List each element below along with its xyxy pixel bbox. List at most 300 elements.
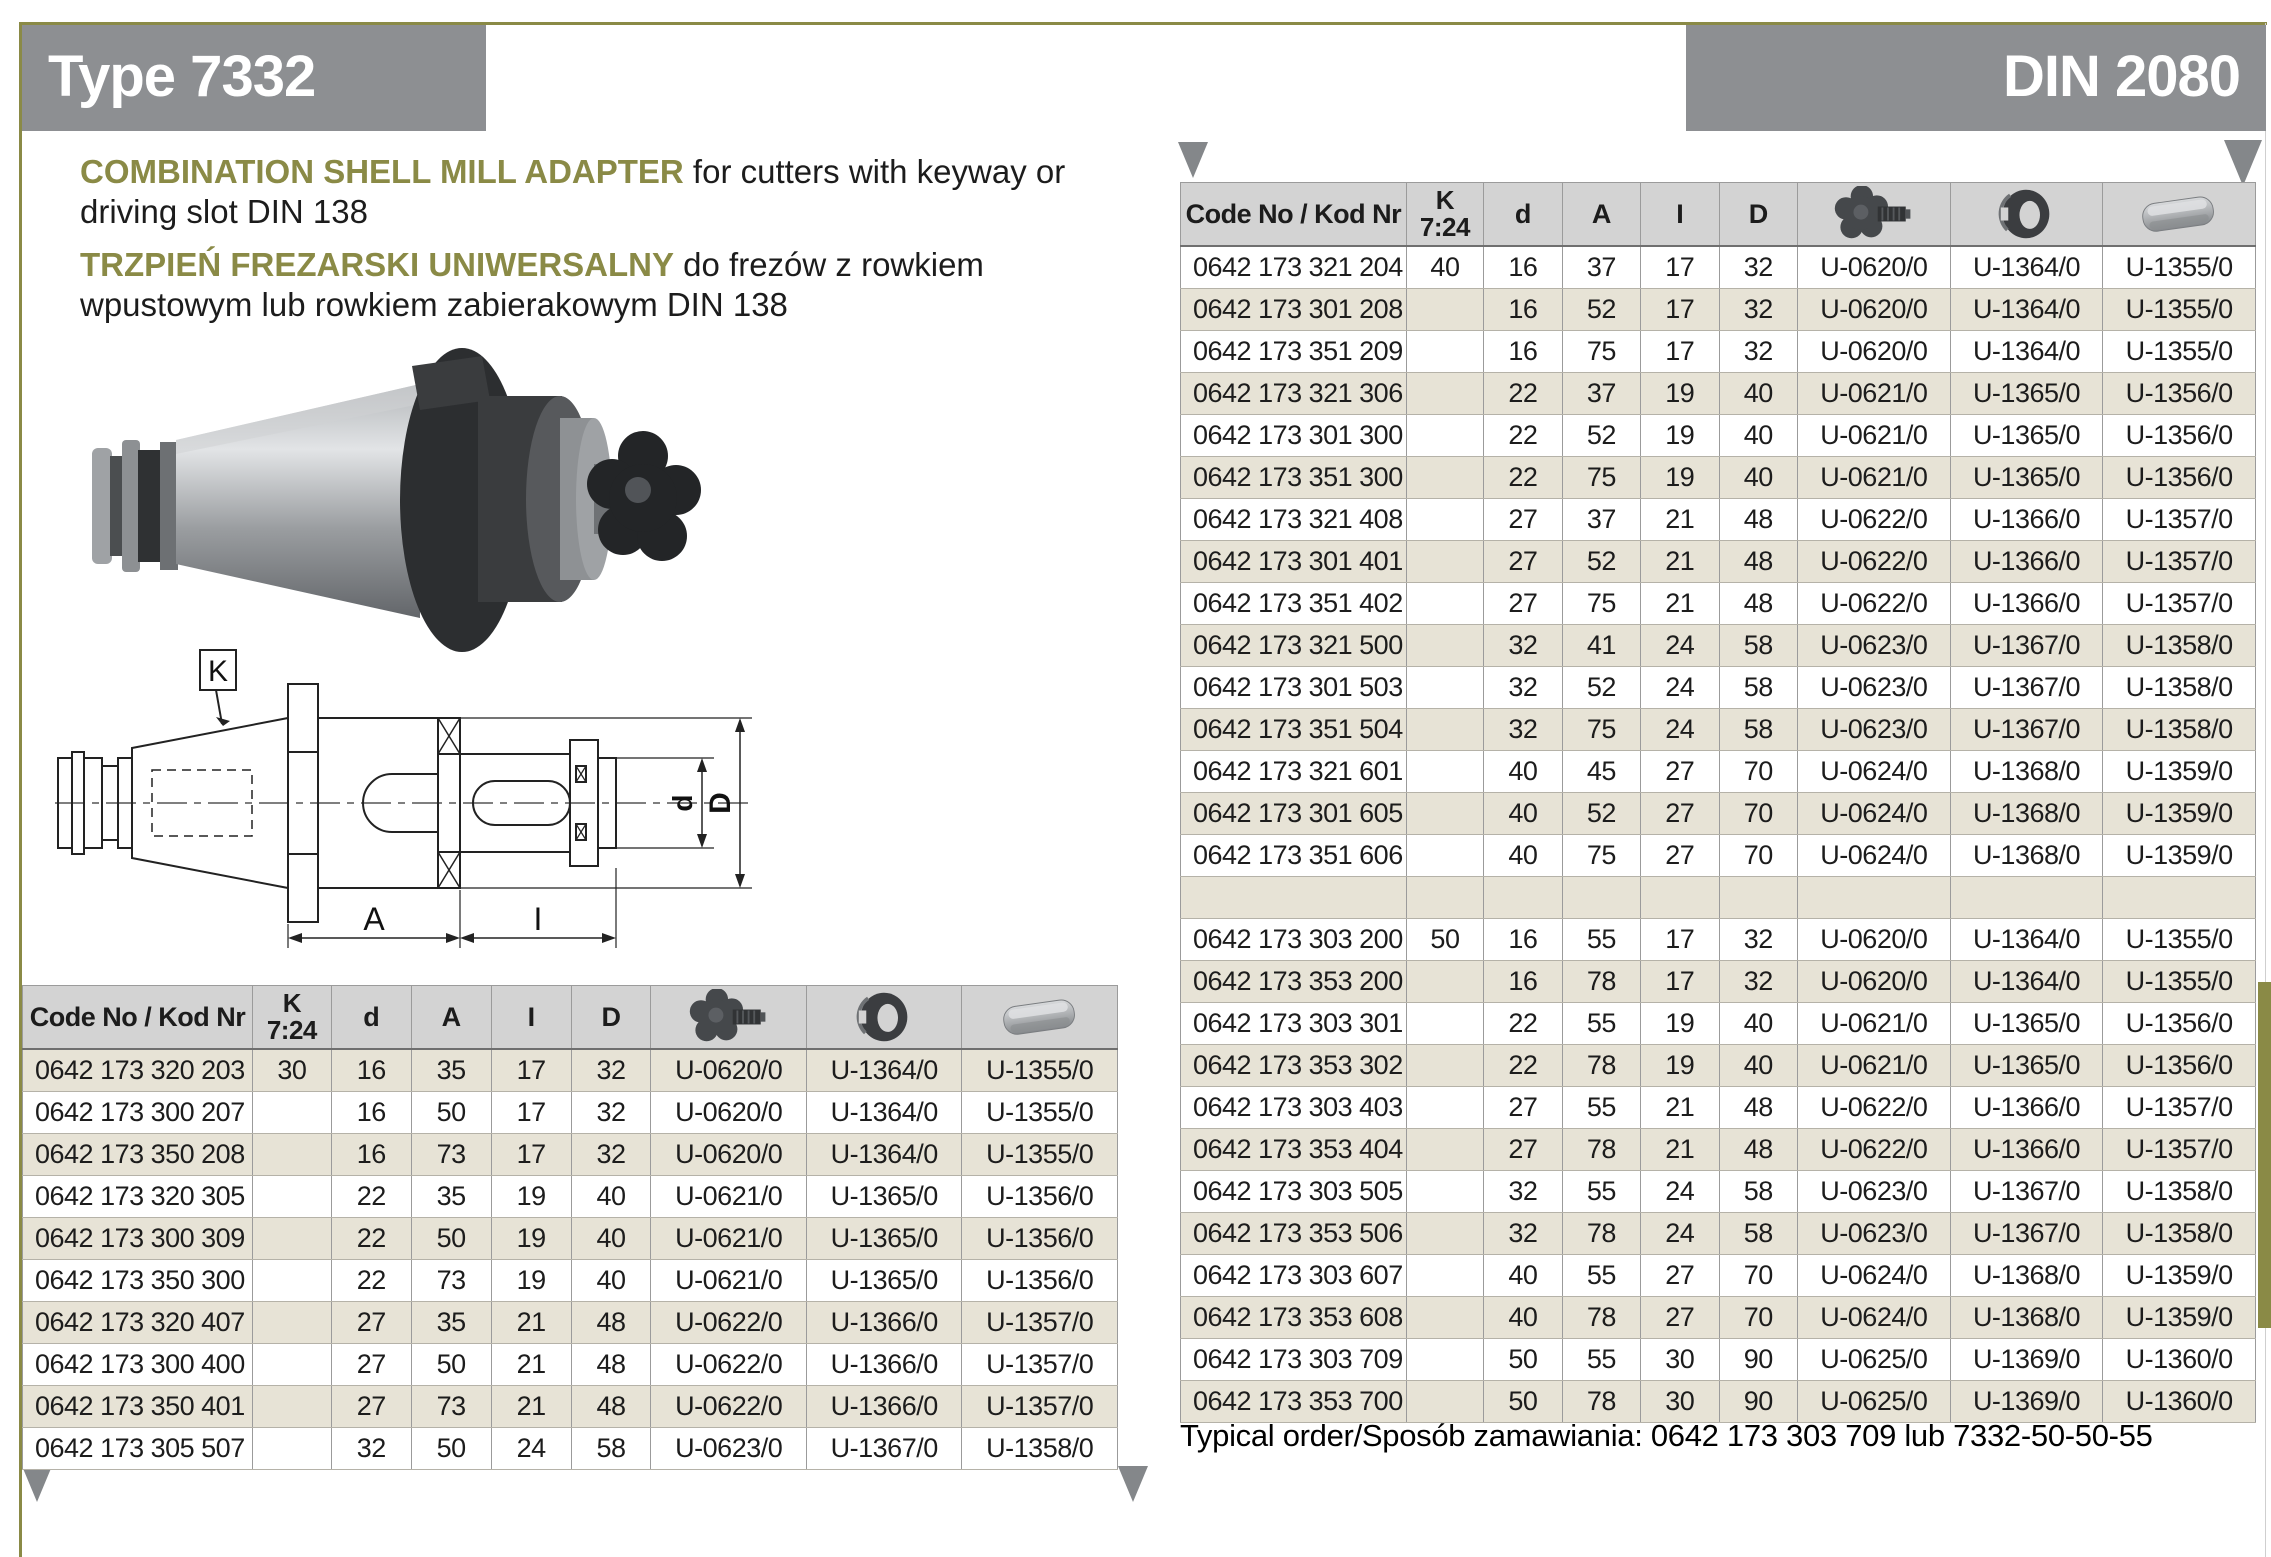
spec-cell: U-1357/0: [2103, 583, 2256, 625]
col-header-key: [2103, 183, 2256, 247]
spec-cell: U-1356/0: [962, 1218, 1118, 1260]
spec-cell: U-1356/0: [2103, 1003, 2256, 1045]
spec-cell: U-1364/0: [1950, 961, 2103, 1003]
code-cell: 0642 173 303 709: [1181, 1339, 1407, 1381]
table-row: [1181, 289, 2256, 331]
spec-cell: 55: [1562, 1171, 1640, 1213]
spec-cell: U-1358/0: [962, 1428, 1118, 1470]
spec-cell: U-0624/0: [1798, 751, 1951, 793]
spec-cell: 48: [1719, 541, 1797, 583]
spec-cell: [1406, 499, 1483, 541]
spec-cell: 32: [1719, 961, 1797, 1003]
spec-cell: U-1369/0: [1950, 1381, 2103, 1423]
table-row: [1181, 373, 2256, 415]
spec-cell: 32: [331, 1428, 411, 1470]
spec-cell: 48: [1719, 499, 1797, 541]
code-cell: 0642 173 301 503: [1181, 667, 1407, 709]
spec-cell: [1406, 457, 1483, 499]
spec-cell: 55: [1562, 919, 1640, 961]
col-header-a: A: [1562, 183, 1640, 247]
spec-cell: U-0622/0: [651, 1386, 806, 1428]
spec-cell: 78: [1562, 1213, 1640, 1255]
code-cell: 0642 173 351 300: [1181, 457, 1407, 499]
spec-cell: 17: [491, 1049, 571, 1092]
drawing-label-d: d: [667, 794, 698, 812]
key-icon: [2124, 186, 2234, 242]
spec-cell: 17: [1641, 961, 1719, 1003]
col-header-d: d: [331, 986, 411, 1050]
spec-cell: [1406, 751, 1483, 793]
spec-cell: [1406, 1003, 1483, 1045]
spec-cell: U-1368/0: [1950, 835, 2103, 877]
spec-cell: 30: [1641, 1381, 1719, 1423]
spec-cell: 21: [1641, 1087, 1719, 1129]
spec-cell: 78: [1562, 1129, 1640, 1171]
spec-cell: U-1358/0: [2103, 1171, 2256, 1213]
spec-cell: [252, 1428, 331, 1470]
spec-cell: 32: [571, 1049, 651, 1092]
spec-cell: 16: [331, 1134, 411, 1176]
spec-cell: U-1364/0: [1950, 289, 2103, 331]
col-header-dd: D: [571, 986, 651, 1050]
table-row: [23, 1344, 1118, 1386]
spec-cell: 16: [331, 1049, 411, 1092]
spec-cell: [1406, 583, 1483, 625]
spec-cell: 27: [1641, 793, 1719, 835]
spec-cell: 27: [1484, 541, 1562, 583]
spec-cell: 27: [331, 1302, 411, 1344]
code-cell: 0642 173 300 207: [23, 1092, 253, 1134]
spec-cell: [1406, 1213, 1483, 1255]
col-header-drive-ring: [1950, 183, 2103, 247]
table-row: [1181, 1297, 2256, 1339]
spec-cell: U-1366/0: [1950, 583, 2103, 625]
spec-cell: 22: [1484, 415, 1562, 457]
spec-cell: 52: [1562, 541, 1640, 583]
spec-cell: 73: [411, 1134, 491, 1176]
spec-cell: [1406, 835, 1483, 877]
spec-cell: 78: [1562, 1381, 1640, 1423]
code-cell: 0642 173 320 407: [23, 1302, 253, 1344]
spec-cell: U-1365/0: [1950, 457, 2103, 499]
spec-cell: 40: [1406, 246, 1483, 289]
spec-cell: U-0623/0: [1798, 667, 1951, 709]
drawing-label-k: K: [207, 655, 229, 688]
col-header-code: Code No / Kod Nr: [1181, 183, 1407, 247]
spec-cell: 75: [1562, 457, 1640, 499]
spec-cell: 40: [1484, 835, 1562, 877]
code-cell: 0642 173 301 401: [1181, 541, 1407, 583]
spec-cell: 21: [1641, 499, 1719, 541]
spec-cell: 40: [1484, 793, 1562, 835]
spec-cell: 55: [1562, 1255, 1640, 1297]
spec-cell: 16: [1484, 919, 1562, 961]
spec-cell: 27: [1484, 499, 1562, 541]
spec-cell: 48: [571, 1302, 651, 1344]
spec-cell: [252, 1302, 331, 1344]
code-cell: 0642 173 320 305: [23, 1176, 253, 1218]
spec-cell: 48: [1719, 583, 1797, 625]
code-cell: 0642 173 353 404: [1181, 1129, 1407, 1171]
spec-cell: [252, 1176, 331, 1218]
code-cell: 0642 173 300 309: [23, 1218, 253, 1260]
spec-cell: 27: [1641, 1255, 1719, 1297]
code-cell: 0642 173 353 200: [1181, 961, 1407, 1003]
spec-cell: [1406, 1129, 1483, 1171]
spec-cell: U-0621/0: [1798, 1003, 1951, 1045]
spec-cell: U-0623/0: [1798, 1171, 1951, 1213]
spec-cell: 40: [1719, 373, 1797, 415]
spec-cell: 50: [411, 1218, 491, 1260]
spec-cell: [1406, 709, 1483, 751]
din-standard-title: DIN 2080: [1686, 25, 2266, 131]
spec-cell: U-1367/0: [1950, 1171, 2103, 1213]
col-header-k: [252, 986, 331, 1050]
spec-cell: 37: [1562, 246, 1640, 289]
table-row: [1181, 246, 2256, 289]
description-pl-text: do frezów z rowkiem wpustowym lub rowkiem zabierakowym DIN 138: [80, 246, 984, 323]
spec-cell: 52: [1562, 289, 1640, 331]
spec-cell: U-1360/0: [2103, 1339, 2256, 1381]
spec-cell: U-0622/0: [1798, 499, 1951, 541]
spec-cell: U-0620/0: [1798, 246, 1951, 289]
spec-cell: 16: [1484, 331, 1562, 373]
spec-cell: U-1366/0: [806, 1386, 961, 1428]
table-row: [1181, 835, 2256, 877]
spec-cell: 35: [411, 1049, 491, 1092]
table-row: [1181, 331, 2256, 373]
spec-cell: 21: [1641, 541, 1719, 583]
table-row: [1181, 1003, 2256, 1045]
spec-cell: U-1366/0: [806, 1344, 961, 1386]
spec-cell: 21: [491, 1302, 571, 1344]
spec-cell: U-1365/0: [1950, 373, 2103, 415]
spec-cell: [1406, 541, 1483, 583]
spec-cell: [1406, 373, 1483, 415]
spec-cell: U-1367/0: [1950, 1213, 2103, 1255]
spec-cell: U-1355/0: [962, 1092, 1118, 1134]
code-cell: 0642 173 353 608: [1181, 1297, 1407, 1339]
spec-cell: 32: [1719, 331, 1797, 373]
spec-cell: U-0624/0: [1798, 1255, 1951, 1297]
right-spec-table: [1180, 182, 2256, 1423]
spec-cell: [1719, 877, 1797, 919]
drawing-label-i: I: [533, 901, 543, 937]
left-table-wrap: [22, 985, 1118, 1470]
spec-cell: U-0622/0: [1798, 583, 1951, 625]
spec-cell: 16: [331, 1092, 411, 1134]
spec-cell: 24: [491, 1428, 571, 1470]
spec-cell: [1406, 625, 1483, 667]
table-row: [23, 1049, 1118, 1092]
spec-cell: 27: [1484, 1129, 1562, 1171]
table-header-row: [1181, 183, 2256, 247]
table-row: [23, 1218, 1118, 1260]
table-row: [1181, 457, 2256, 499]
spec-cell: [1406, 1297, 1483, 1339]
down-arrow-icon: [22, 1466, 52, 1505]
spec-cell: U-1358/0: [2103, 667, 2256, 709]
spec-cell: U-0625/0: [1798, 1339, 1951, 1381]
spec-cell: U-1357/0: [2103, 499, 2256, 541]
spec-cell: 32: [571, 1092, 651, 1134]
spec-cell: U-1355/0: [2103, 961, 2256, 1003]
col-header-clamp-screw: [1798, 183, 1951, 247]
spec-cell: 27: [1641, 751, 1719, 793]
spec-cell: 37: [1562, 373, 1640, 415]
spec-cell: 75: [1562, 835, 1640, 877]
spec-cell: U-0621/0: [1798, 1045, 1951, 1087]
code-cell: 0642 173 351 209: [1181, 331, 1407, 373]
down-arrow-icon: [1118, 1466, 1148, 1505]
spec-cell: U-0624/0: [1798, 793, 1951, 835]
table-row: [1181, 919, 2256, 961]
spec-cell: 41: [1562, 625, 1640, 667]
code-cell: [1181, 877, 1407, 919]
spec-cell: U-1360/0: [2103, 1381, 2256, 1423]
spec-cell: 27: [331, 1386, 411, 1428]
spec-cell: [1406, 1381, 1483, 1423]
spec-cell: 40: [1484, 1255, 1562, 1297]
description-en: [80, 152, 1160, 232]
spec-cell: 40: [1484, 1297, 1562, 1339]
spec-cell: 19: [491, 1218, 571, 1260]
code-cell: 0642 173 303 200: [1181, 919, 1407, 961]
table-header-row: [23, 986, 1118, 1050]
code-cell: 0642 173 305 507: [23, 1428, 253, 1470]
table-row: [23, 1260, 1118, 1302]
spec-cell: 52: [1562, 667, 1640, 709]
spec-cell: U-1357/0: [962, 1386, 1118, 1428]
table-row: [1181, 583, 2256, 625]
spec-cell: U-1357/0: [962, 1302, 1118, 1344]
technical-drawing: [40, 640, 800, 960]
spec-cell: 48: [571, 1344, 651, 1386]
spec-cell: U-0622/0: [651, 1302, 806, 1344]
spec-cell: 40: [1719, 415, 1797, 457]
spec-cell: 22: [331, 1176, 411, 1218]
spec-cell: U-0620/0: [651, 1092, 806, 1134]
col-header-i: I: [491, 986, 571, 1050]
spec-cell: U-0621/0: [651, 1176, 806, 1218]
spec-cell: U-1356/0: [2103, 457, 2256, 499]
spec-cell: U-1358/0: [2103, 625, 2256, 667]
table-row: [23, 1302, 1118, 1344]
right-table-wrap: [1180, 182, 2256, 1423]
spec-cell: U-0620/0: [1798, 331, 1951, 373]
spec-cell: 19: [1641, 415, 1719, 457]
col-header-dd: D: [1719, 183, 1797, 247]
spec-cell: U-1357/0: [2103, 1087, 2256, 1129]
spec-cell: U-0620/0: [651, 1049, 806, 1092]
drawing-label-dd: D: [704, 792, 737, 814]
spec-cell: U-0621/0: [1798, 373, 1951, 415]
spec-cell: 32: [1484, 709, 1562, 751]
spec-cell: [252, 1218, 331, 1260]
spec-cell: [1406, 667, 1483, 709]
spec-cell: U-1355/0: [962, 1134, 1118, 1176]
spec-cell: 58: [1719, 625, 1797, 667]
spec-cell: U-1364/0: [806, 1134, 961, 1176]
table-row: [23, 1092, 1118, 1134]
spec-cell: 17: [491, 1092, 571, 1134]
spec-cell: U-1359/0: [2103, 1297, 2256, 1339]
spec-cell: U-1359/0: [2103, 1255, 2256, 1297]
spec-cell: 50: [1406, 919, 1483, 961]
spec-cell: 19: [1641, 1045, 1719, 1087]
spec-cell: U-0621/0: [651, 1218, 806, 1260]
table-row: [23, 1176, 1118, 1218]
table-row: [1181, 1381, 2256, 1423]
drive-ring-icon: [1971, 186, 2081, 242]
spec-cell: 22: [331, 1260, 411, 1302]
col-header-d: d: [1484, 183, 1562, 247]
code-cell: 0642 173 351 402: [1181, 583, 1407, 625]
spec-cell: U-1356/0: [2103, 415, 2256, 457]
spec-cell: U-0624/0: [1798, 1297, 1951, 1339]
spec-cell: U-1355/0: [2103, 246, 2256, 289]
spec-cell: 32: [1484, 1213, 1562, 1255]
spec-cell: U-0622/0: [1798, 1129, 1951, 1171]
spec-cell: U-1367/0: [1950, 625, 2103, 667]
spec-cell: 22: [1484, 1045, 1562, 1087]
spec-cell: U-1356/0: [2103, 373, 2256, 415]
spec-cell: 75: [1562, 709, 1640, 751]
spec-cell: U-1365/0: [1950, 1003, 2103, 1045]
description-en-title: COMBINATION SHELL MILL ADAPTER: [80, 153, 684, 190]
spec-cell: 32: [1484, 625, 1562, 667]
code-cell: 0642 173 301 300: [1181, 415, 1407, 457]
spec-cell: 73: [411, 1386, 491, 1428]
spec-cell: U-1359/0: [2103, 835, 2256, 877]
spec-cell: U-1364/0: [1950, 919, 2103, 961]
spec-cell: 40: [1719, 457, 1797, 499]
down-arrow-icon: [1178, 142, 1208, 181]
spec-cell: 27: [1484, 1087, 1562, 1129]
spec-cell: 19: [491, 1176, 571, 1218]
spec-cell: 16: [1484, 289, 1562, 331]
spec-cell: 58: [1719, 709, 1797, 751]
spec-cell: 78: [1562, 1297, 1640, 1339]
spec-cell: 32: [1719, 246, 1797, 289]
table-row: [1181, 1087, 2256, 1129]
spec-cell: 17: [1641, 246, 1719, 289]
spec-cell: U-0620/0: [651, 1134, 806, 1176]
description-pl-title: TRZPIEŃ FREZARSKI UNIWERSALNY: [80, 246, 674, 283]
spec-cell: 50: [411, 1092, 491, 1134]
spec-cell: 52: [1562, 793, 1640, 835]
spec-cell: U-1359/0: [2103, 793, 2256, 835]
spec-cell: 16: [1484, 246, 1562, 289]
code-cell: 0642 173 301 208: [1181, 289, 1407, 331]
k-label: K: [282, 988, 301, 1018]
k-ratio-label: 7:24: [266, 1015, 317, 1045]
spec-cell: U-1365/0: [1950, 415, 2103, 457]
code-cell: 0642 173 303 607: [1181, 1255, 1407, 1297]
col-header-drive-ring: [806, 986, 961, 1050]
spec-cell: [1406, 793, 1483, 835]
code-cell: 0642 173 301 605: [1181, 793, 1407, 835]
col-header-code: Code No / Kod Nr: [23, 986, 253, 1050]
spec-cell: U-0623/0: [651, 1428, 806, 1470]
spec-cell: U-1357/0: [962, 1344, 1118, 1386]
spec-cell: 24: [1641, 709, 1719, 751]
k-label: K: [1435, 185, 1455, 215]
drawing-label-a: A: [363, 901, 385, 937]
spec-cell: 78: [1562, 1045, 1640, 1087]
spec-cell: U-1356/0: [962, 1260, 1118, 1302]
spec-cell: 37: [1562, 499, 1640, 541]
spec-cell: U-1356/0: [962, 1176, 1118, 1218]
code-cell: 0642 173 321 601: [1181, 751, 1407, 793]
spec-cell: 30: [252, 1049, 331, 1092]
spec-cell: [252, 1260, 331, 1302]
spec-cell: 32: [1484, 1171, 1562, 1213]
clamp-screw-icon: [684, 989, 774, 1045]
spec-cell: U-1366/0: [1950, 1087, 2103, 1129]
spec-cell: 40: [571, 1260, 651, 1302]
spec-cell: 19: [1641, 457, 1719, 499]
spec-cell: U-1357/0: [2103, 1129, 2256, 1171]
spec-cell: U-0620/0: [1798, 919, 1951, 961]
spec-cell: 70: [1719, 793, 1797, 835]
spec-cell: U-1369/0: [1950, 1339, 2103, 1381]
table-row: [1181, 877, 2256, 919]
spec-cell: U-1367/0: [1950, 709, 2103, 751]
spec-cell: 21: [491, 1344, 571, 1386]
spec-cell: U-0624/0: [1798, 835, 1951, 877]
spec-cell: U-1368/0: [1950, 1255, 2103, 1297]
spec-cell: 90: [1719, 1339, 1797, 1381]
spec-cell: U-0625/0: [1798, 1381, 1951, 1423]
spec-cell: 17: [1641, 289, 1719, 331]
spec-cell: U-1356/0: [2103, 1045, 2256, 1087]
spec-cell: 70: [1719, 835, 1797, 877]
spec-cell: U-1358/0: [2103, 1213, 2256, 1255]
code-cell: 0642 173 303 403: [1181, 1087, 1407, 1129]
table-row: [1181, 961, 2256, 1003]
spec-cell: [1406, 1087, 1483, 1129]
spec-cell: 22: [1484, 1003, 1562, 1045]
code-cell: 0642 173 353 302: [1181, 1045, 1407, 1087]
code-cell: 0642 173 353 700: [1181, 1381, 1407, 1423]
spec-cell: [1406, 331, 1483, 373]
spec-cell: 19: [1641, 1003, 1719, 1045]
spec-cell: 17: [1641, 919, 1719, 961]
spec-cell: U-1355/0: [2103, 919, 2256, 961]
code-cell: 0642 173 321 408: [1181, 499, 1407, 541]
table-row: [1181, 541, 2256, 583]
spec-cell: 50: [411, 1344, 491, 1386]
table-row: [1181, 667, 2256, 709]
spec-cell: U-1364/0: [806, 1092, 961, 1134]
spec-cell: 78: [1562, 961, 1640, 1003]
k-ratio-label: 7:24: [1419, 212, 1470, 242]
typical-order-note: Typical order/Sposób zamawiania: 0642 173 303 709 lub 7332-50-50-55: [1180, 1418, 2153, 1453]
spec-cell: 21: [491, 1386, 571, 1428]
spec-cell: U-0620/0: [1798, 961, 1951, 1003]
spec-cell: 24: [1641, 1213, 1719, 1255]
drive-ring-icon: [829, 989, 939, 1045]
spec-cell: 52: [1562, 415, 1640, 457]
spec-cell: U-0620/0: [1798, 289, 1951, 331]
code-cell: 0642 173 350 401: [23, 1386, 253, 1428]
spec-cell: 27: [1641, 835, 1719, 877]
spec-cell: 40: [1484, 751, 1562, 793]
spec-cell: [252, 1344, 331, 1386]
code-cell: 0642 173 321 306: [1181, 373, 1407, 415]
spec-cell: U-0621/0: [651, 1260, 806, 1302]
